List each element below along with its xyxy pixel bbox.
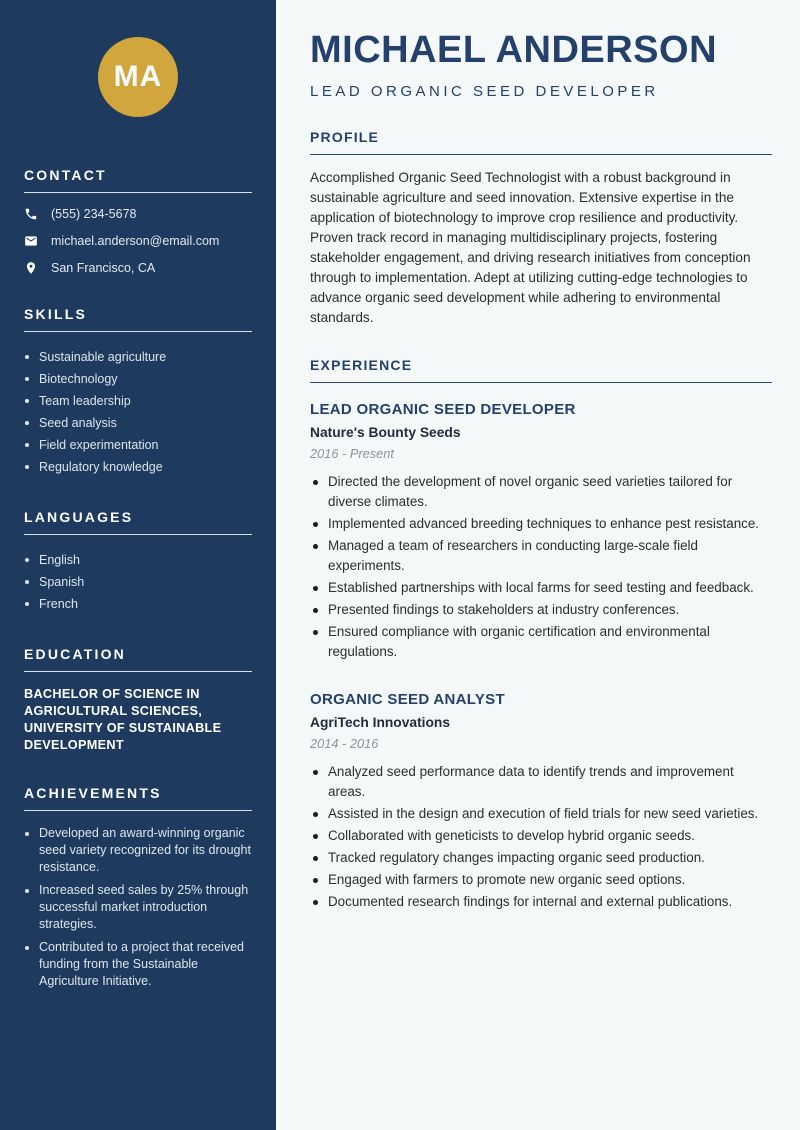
job-title: LEAD ORGANIC SEED DEVELOPER <box>310 401 576 418</box>
achievement-item: Developed an award-winning organic seed variety recognized for its drought resistance. <box>24 825 252 876</box>
email-icon <box>24 234 38 248</box>
languages-heading: LANGUAGES <box>24 509 252 535</box>
contact-email-text: michael.anderson@email.com <box>51 234 220 248</box>
job-bullets <box>310 762 772 912</box>
avatar <box>98 37 178 117</box>
languages-list <box>24 549 252 615</box>
job-entry <box>310 691 772 912</box>
job-bullet-item: Presented findings to stakeholders at industry conferences. <box>310 600 772 620</box>
education-degree: BACHELOR OF SCIENCE IN AGRICULTURAL SCIENCES, UNIVERSITY OF SUSTAINABLE DEVELOPMENT <box>24 687 222 752</box>
skills-heading: SKILLS <box>24 306 252 332</box>
job-bullet-item: Analyzed seed performance data to identify trends and improvement areas. <box>310 762 772 802</box>
job-bullet-item: Documented research findings for internal and external publications. <box>310 892 772 912</box>
language-item: French <box>24 593 252 615</box>
achievements-heading: ACHIEVEMENTS <box>24 785 252 811</box>
skill-item: Sustainable agriculture <box>24 346 252 368</box>
job-dates: 2014 - 2016 <box>310 736 379 751</box>
contact-section <box>24 167 252 275</box>
job-bullet-item: Assisted in the design and execution of field trials for new seed varieties. <box>310 804 772 824</box>
sidebar <box>0 0 280 1130</box>
contact-heading: CONTACT <box>24 167 252 193</box>
contact-location-text: San Francisco, CA <box>51 261 156 275</box>
job-bullet-item: Tracked regulatory changes impacting organic seed production. <box>310 848 772 868</box>
skill-item: Field experimentation <box>24 434 252 456</box>
phone-icon <box>24 207 38 221</box>
contact-email-row <box>24 234 252 248</box>
skill-item: Biotechnology <box>24 368 252 390</box>
job-bullet-item: Ensured compliance with organic certification and environmental regulations. <box>310 622 772 662</box>
achievements-section <box>24 785 252 990</box>
achievement-item: Contributed to a project that received funding from the Sustainable Agriculture Initiative. <box>24 939 252 990</box>
contact-phone-row <box>24 207 252 221</box>
job-company: Nature's Bounty Seeds <box>310 425 461 440</box>
language-item: English <box>24 549 252 571</box>
job-bullet-item: Implemented advanced breeding techniques to enhance pest resistance. <box>310 514 772 534</box>
job-entry <box>310 401 772 662</box>
contact-phone-text: (555) 234-5678 <box>51 207 137 221</box>
skill-item: Seed analysis <box>24 412 252 434</box>
job-bullet-item: Engaged with farmers to promote new organic seed options. <box>310 870 772 890</box>
job-bullet-item: Managed a team of researchers in conducting large-scale field experiments. <box>310 536 772 576</box>
skills-section <box>24 306 252 478</box>
job-bullet-item: Directed the development of novel organic seed varieties tailored for diverse climates. <box>310 472 772 512</box>
location-icon <box>24 261 38 275</box>
achievements-list <box>24 825 252 990</box>
main-content <box>280 0 800 1130</box>
job-dates: 2016 - Present <box>310 446 394 461</box>
job-bullet-item: Collaborated with geneticists to develop hybrid organic seeds. <box>310 826 772 846</box>
skills-list <box>24 346 252 478</box>
contact-location-row <box>24 261 252 275</box>
experience-heading: EXPERIENCE <box>310 357 772 383</box>
skill-item: Regulatory knowledge <box>24 456 252 478</box>
person-title: LEAD ORGANIC SEED DEVELOPER <box>310 83 659 100</box>
languages-section <box>24 509 252 615</box>
job-title: ORGANIC SEED ANALYST <box>310 691 505 708</box>
achievement-item: Increased seed sales by 25% through successful market introduction strategies. <box>24 882 252 933</box>
profile-heading: PROFILE <box>310 129 772 155</box>
person-name: MICHAEL ANDERSON <box>310 29 718 71</box>
job-bullets <box>310 472 772 662</box>
education-heading: EDUCATION <box>24 646 252 672</box>
profile-text: Accomplished Organic Seed Technologist with a robust background in sustainable agriculture and seed innovation. Extensive expertise in the application of biotechnology to improve crop resilience and productivity. Proven track record in managing multidisciplinary projects, fostering stakeholder engagement, and driving research initiatives from conception through to implementation. Adept at utilizing cutting-edge technologies to advance organic seed development while adhering to environmental standards. <box>310 170 751 325</box>
skill-item: Team leadership <box>24 390 252 412</box>
job-bullet-item: Established partnerships with local farms for seed testing and feedback. <box>310 578 772 598</box>
avatar-initials: MA <box>113 60 163 93</box>
job-company: AgriTech Innovations <box>310 715 451 730</box>
education-section <box>24 646 252 754</box>
language-item: Spanish <box>24 571 252 593</box>
